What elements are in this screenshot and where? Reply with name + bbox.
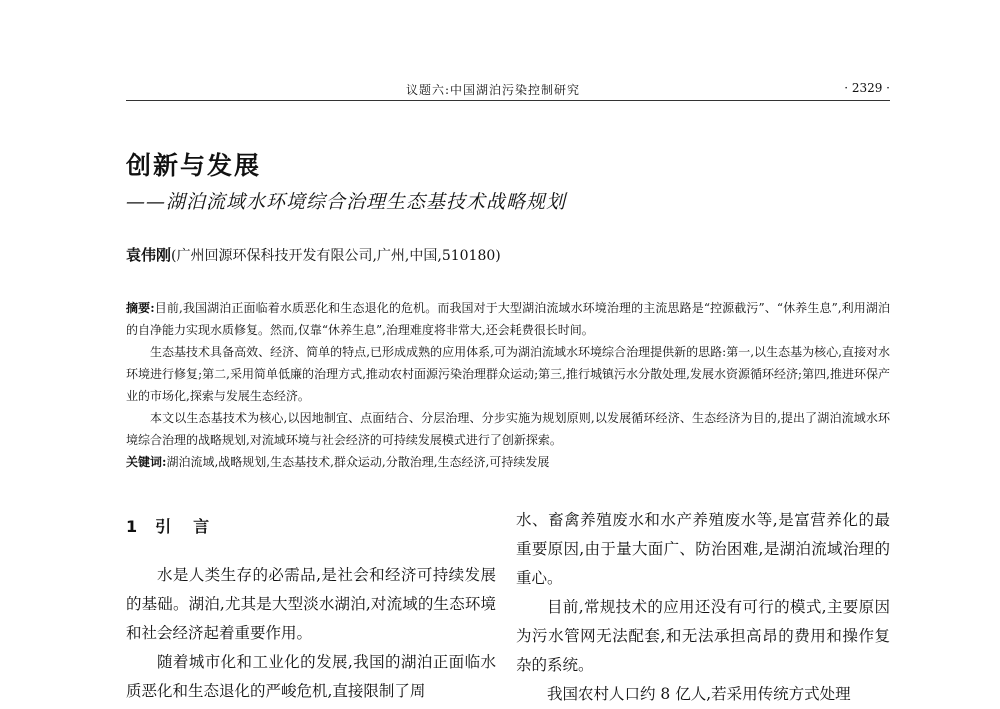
section-heading [126,512,496,541]
body-paragraph: 随着城市化和工业化的发展,我国的湖泊正面临水质恶化和生态退化的严峻危机,直接限制了周 [126,653,496,700]
abstract-paragraph-1 [126,297,890,341]
body-paragraph: 水、畜禽养殖废水和水产养殖废水等,是富营养化的最重要原因,由于量大面广、防治困难,是湖泊流域治理的重心。 [516,511,890,587]
body-paragraph: 我国农村人口约 8 亿人,若采用传统方式处理 [547,685,851,703]
page-number: · 2329 · [844,81,890,95]
abstract-label: 摘要: [126,301,155,315]
running-title: 议题六:中国湖泊污染控制研究 [406,83,581,97]
author-line [126,244,501,265]
author-name: 袁伟刚 [126,246,172,264]
abstract-paragraph-2: 生态基技术具备高效、经济、简单的特点,已形成成熟的应用体系,可为湖泊流域水环境综合治理提供新的思路:第一,以生态基为核心,直接对水环境进行修复;第二,采用简单低廉的治理方式,推动农村面源污染治理群众运动;第三,推行城镇污水分散处理,发展水资源循环经济;第四,推进环保产业的市场化,探索与发展生态经济。 [126,345,890,403]
keywords-label: 关键词: [126,455,167,469]
abstract-text-1: 目前,我国湖泊正面临着水质恶化和生态退化的危机。而我国对于大型湖泊流域水环境治理的主流思路是“控源截污”、“休养生息”,利用湖泊的自净能力实现水质修复。然而,仅靠“休养生息”,治理难度将非常大,还会耗费很长时间。 [126,301,890,337]
right-column [516,506,890,709]
left-column [126,512,496,706]
body-paragraph: 水是人类生存的必需品,是社会和经济可持续发展的基础。湖泊,尤其是大型淡水湖泊,对流域的生态环境和社会经济起着重要作用。 [126,566,496,642]
abstract-paragraph-3: 本文以生态基技术为核心,以因地制宜、点面结合、分层治理、分步实施为规划原则,以发展循环经济、生态经济为目的,提出了湖泊流域水环境综合治理的战略规划,对流域环境与社会经济的可持续发展模式进行了创新探索。 [126,411,890,447]
keywords-line [126,451,890,473]
section-number: 1 [126,517,138,536]
keywords-text: 湖泊流域,战略规划,生态基技术,群众运动,分散治理,生态经济,可持续发展 [166,455,550,469]
paper-subtitle: ——湖泊流域水环境综合治理生态基技术战略规划 [126,191,567,213]
paper-title: 创新与发展 [126,151,262,180]
section-title: 引言 [155,517,232,536]
body-paragraph: 目前,常规技术的应用还没有可行的模式,主要原因为污水管网无法配套,和无法承担高昂的费用和操作复杂的系统。 [516,598,890,674]
abstract [126,297,890,473]
author-affiliation: (广州回源环保科技开发有限公司,广州,中国,510180) [171,248,501,264]
running-header [126,78,890,101]
